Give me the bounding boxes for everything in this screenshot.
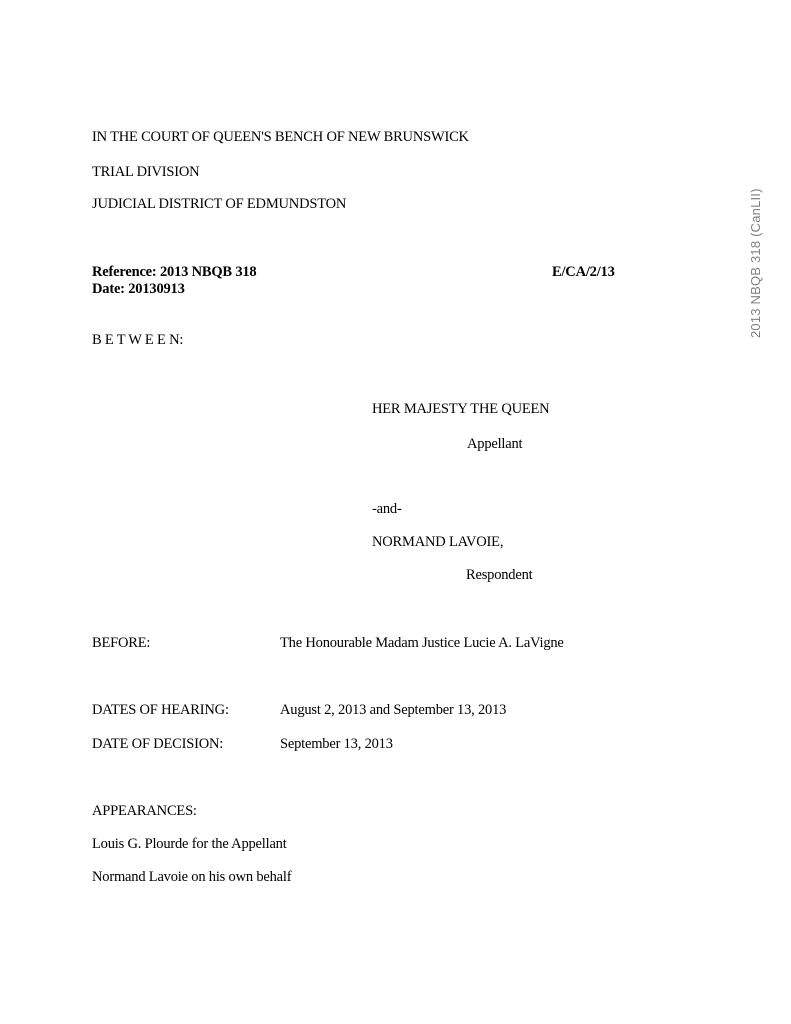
court-division: TRIAL DIVISION <box>92 164 200 180</box>
respondent-role: Respondent <box>466 567 533 583</box>
appellant-name: HER MAJESTY THE QUEEN <box>372 401 550 417</box>
and-separator: -and- <box>372 501 402 517</box>
canlii-watermark: 2013 NBQB 318 (CanLII) <box>748 188 763 338</box>
judicial-district: JUDICIAL DISTRICT OF EDMUNDSTON <box>92 196 347 212</box>
respondent-name: NORMAND LAVOIE, <box>372 534 504 550</box>
decision-date-code: Date: 20130913 <box>92 281 185 297</box>
between-label: B E T W E E N: <box>92 332 184 348</box>
appellant-role: Appellant <box>467 436 523 452</box>
appearances-heading: APPEARANCES: <box>92 803 197 819</box>
decision-date-label: DATE OF DECISION: <box>92 736 224 752</box>
before-value: The Honourable Madam Justice Lucie A. LaVigne <box>280 635 564 651</box>
appearance-respondent: Normand Lavoie on his own behalf <box>92 869 292 885</box>
file-number: E/CA/2/13 <box>552 264 615 280</box>
reference-citation: Reference: 2013 NBQB 318 <box>92 264 257 280</box>
hearing-dates-label: DATES OF HEARING: <box>92 702 229 718</box>
decision-date-value: September 13, 2013 <box>280 736 393 752</box>
court-name: IN THE COURT OF QUEEN'S BENCH OF NEW BRUNSWICK <box>92 129 469 145</box>
hearing-dates-value: August 2, 2013 and September 13, 2013 <box>280 702 507 718</box>
before-label: BEFORE: <box>92 635 151 651</box>
appearance-appellant: Louis G. Plourde for the Appellant <box>92 836 287 852</box>
